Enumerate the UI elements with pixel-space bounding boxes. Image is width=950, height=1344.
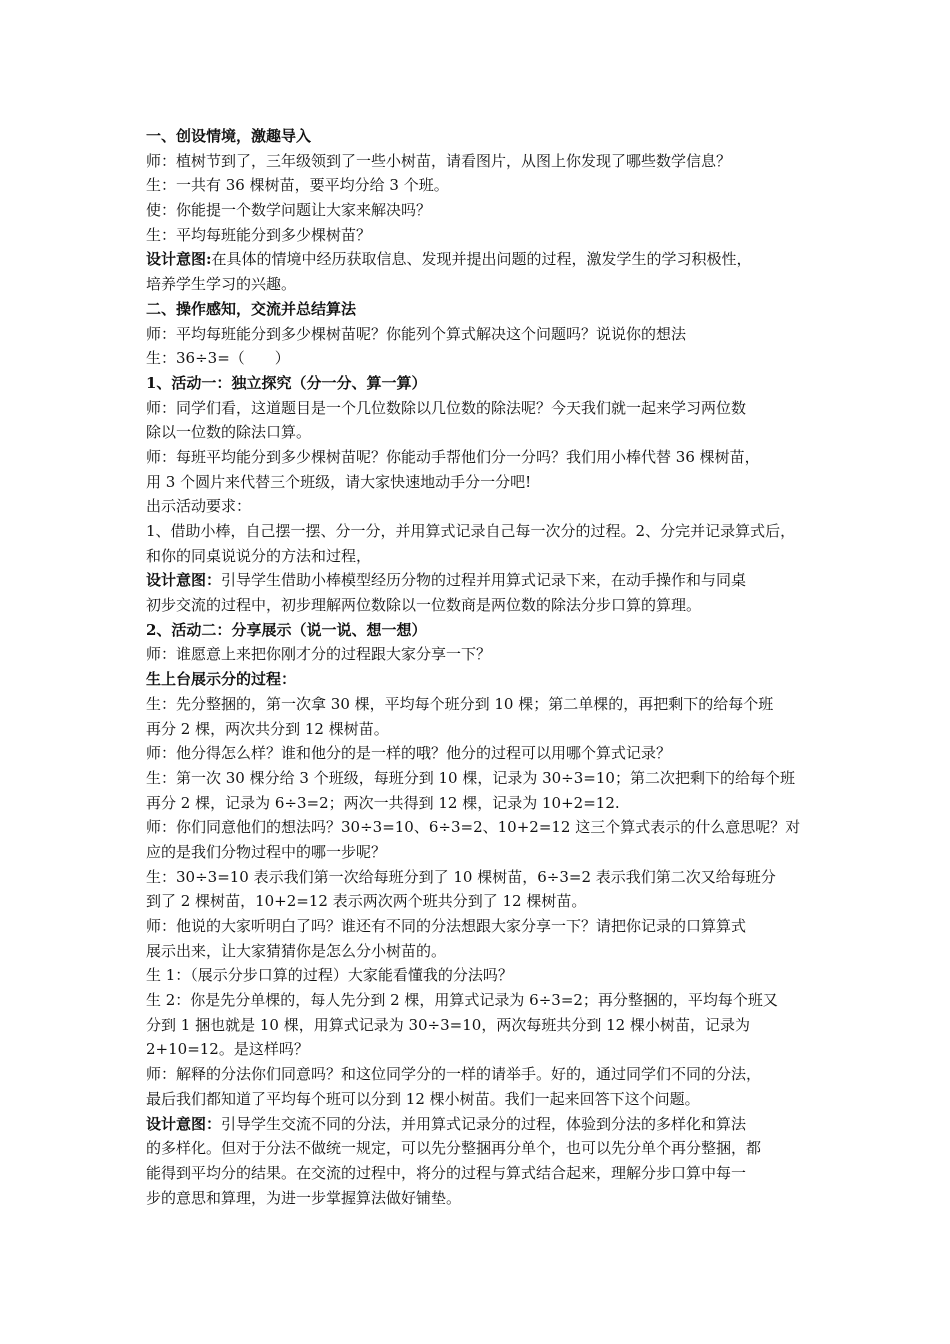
text-line bbox=[146, 1062, 811, 1087]
text-line bbox=[146, 1087, 811, 1112]
body-text: 培养学生学习的兴趣。 bbox=[146, 275, 297, 294]
body-text: 生：平均每班能分到多少棵树苗？ bbox=[146, 225, 372, 244]
text-line bbox=[146, 568, 811, 593]
body-text: 生：一共有 36 棵树苗，要平均分给 3 个班。 bbox=[146, 176, 449, 195]
body-text: 最后我们都知道了平均每个班可以分到 12 棵小树苗。我们一起来回答下这个问题。 bbox=[146, 1089, 700, 1108]
body-text: 师：每班平均能分到多少棵树苗呢？你能动手帮他们分一分吗？我们用小棒代替 36 棵树苗， bbox=[146, 447, 760, 466]
text-line bbox=[146, 1136, 811, 1161]
bold-heading-text: 1、活动一：独立探究（分一分、算一算） bbox=[146, 373, 427, 392]
text-line bbox=[146, 667, 811, 692]
text-line bbox=[146, 815, 811, 840]
body-text: 步的意思和算理，为进一步掌握算法做好铺垫。 bbox=[146, 1188, 462, 1207]
text-line bbox=[146, 198, 811, 223]
text-line bbox=[146, 247, 811, 272]
body-text: 生：30÷3=10 表示我们第一次给每班分到了 10 棵树苗，6÷3=2 表示我们第二次又给每班分 bbox=[146, 867, 776, 886]
body-text: 引导学生借助小棒模型经历分物的过程并用算式记录下来，在动手操作和与同桌 bbox=[221, 571, 747, 590]
text-line bbox=[146, 445, 811, 470]
text-line bbox=[146, 791, 811, 816]
body-text: 分到 1 捆也就是 10 棵，用算式记录为 30÷3=10，两次每班共分到 12 棵小树苗，记录为 bbox=[146, 1015, 750, 1034]
text-line bbox=[146, 1186, 811, 1211]
bold-heading-text: 设计意图： bbox=[146, 571, 222, 590]
body-text: 和你的同桌说说分的方法和过程， bbox=[146, 546, 372, 565]
body-text: 师：解释的分法你们同意吗？和这位同学分的一样的请举手。好的，通过同学们不同的分法， bbox=[146, 1065, 762, 1084]
body-text: 师：同学们看，这道题目是一个几位数除以几位数的除法呢？今天我们就一起来学习两位数 bbox=[146, 398, 747, 417]
text-line bbox=[146, 173, 811, 198]
text-line bbox=[146, 322, 811, 347]
body-text: 生：先分整捆的，第一次拿 30 棵，平均每个班分到 10 棵；第二单棵的，再把剩下的给每个班 bbox=[146, 694, 774, 713]
text-line bbox=[146, 346, 811, 371]
text-line bbox=[146, 939, 811, 964]
body-text: 能得到平均分的结果。在交流的过程中，将分的过程与算式结合起来，理解分步口算中每一 bbox=[146, 1163, 747, 1182]
text-line bbox=[146, 840, 811, 865]
body-text: 生：第一次 30 棵分给 3 个班级，每班分到 10 棵，记录为 30÷3=10；第二次把剩下的给每个班 bbox=[146, 768, 795, 787]
body-text: 应的是我们分物过程中的哪一步呢？ bbox=[146, 842, 387, 861]
text-line bbox=[146, 865, 811, 890]
text-line bbox=[146, 519, 811, 544]
text-line bbox=[146, 717, 811, 742]
bold-heading-text: 一、创设情境，激趣导入 bbox=[146, 127, 312, 145]
body-text: 师：谁愿意上来把你刚才分的过程跟大家分享一下？ bbox=[146, 645, 492, 664]
body-text: 师：平均每班能分到多少棵树苗呢？你能列个算式解决这个问题吗？说说你的想法 bbox=[146, 324, 687, 343]
text-line bbox=[146, 1161, 811, 1186]
text-line bbox=[146, 593, 811, 618]
body-text: 生：36÷3=（ ） bbox=[146, 349, 290, 368]
text-line bbox=[146, 494, 811, 519]
text-line bbox=[146, 371, 811, 396]
body-text: 再分 2 棵，记录为 6÷3=2；两次一共得到 12 棵，记录为 10+2=12. bbox=[146, 793, 620, 812]
body-text: 初步交流的过程中，初步理解两位数除以一位数商是两位数的除法分步口算的算理。 bbox=[146, 596, 702, 615]
text-line bbox=[146, 741, 811, 766]
text-line bbox=[146, 470, 811, 495]
body-text: 生 1：（展示分步口算的过程）大家能看懂我的分法吗？ bbox=[146, 966, 513, 985]
text-line bbox=[146, 544, 811, 569]
text-line bbox=[146, 1112, 811, 1137]
text-line bbox=[146, 1037, 811, 1062]
text-line bbox=[146, 223, 811, 248]
text-line bbox=[146, 914, 811, 939]
body-text: 的多样化。但对于分法不做统一规定，可以先分整捆再分单个，也可以先分单个再分整捆，都 bbox=[146, 1139, 762, 1158]
body-text: 师：他分得怎么样？谁和他分的是一样的哦？他分的过程可以用哪个算式记录？ bbox=[146, 744, 672, 763]
text-line bbox=[146, 272, 811, 297]
bold-heading-text: 设计意图: bbox=[146, 250, 212, 269]
text-line bbox=[146, 988, 811, 1013]
text-line bbox=[146, 297, 811, 322]
text-line bbox=[146, 642, 811, 667]
bold-heading-text: 生上台展示分的过程： bbox=[146, 670, 297, 689]
body-text: 除以一位数的除法口算。 bbox=[146, 423, 312, 442]
text-line bbox=[146, 1013, 811, 1038]
text-line bbox=[146, 692, 811, 717]
body-text: 师：他说的大家听明白了吗？谁还有不同的分法想跟大家分享一下？请把你记录的口算算式 bbox=[146, 917, 747, 935]
text-line bbox=[146, 420, 811, 445]
body-text: 用 3 个圆片来代替三个班级，请大家快速地动手分一分吧! bbox=[146, 472, 532, 491]
body-text: 出示活动要求： bbox=[146, 497, 252, 516]
body-text: 2+10=12。是这样吗？ bbox=[146, 1040, 309, 1059]
body-text: 1、借助小棒，自己摆一摆、分一分，并用算式记录自己每一次分的过程。2、分完并记录算式后， bbox=[146, 522, 796, 540]
text-line bbox=[146, 396, 811, 421]
text-line bbox=[146, 889, 811, 914]
body-text: 展示出来，让大家猜猜你是怎么分小树苗的。 bbox=[146, 941, 447, 960]
body-text: 生 2：你是先分单棵的，每人先分到 2 棵，用算式记录为 6÷3=2；再分整捆的，平均每个班又 bbox=[146, 991, 778, 1010]
body-text: 在具体的情境中经历获取信息、发现并提出问题的过程，激发学生的学习积极性， bbox=[211, 250, 752, 269]
bold-heading-text: 2、活动二：分享展示（说一说、想一想） bbox=[146, 620, 427, 639]
body-text: 师：你们同意他们的想法吗？30÷3=10、6÷3=2、10+2=12 这三个算式表示的什么意思呢？对 bbox=[146, 818, 801, 837]
text-line bbox=[146, 618, 811, 643]
body-text: 到了 2 棵树苗，10+2=12 表示两次两个班共分到了 12 棵树苗。 bbox=[146, 892, 587, 911]
body-text: 引导学生交流不同的分法，并用算式记录分的过程，体验到分法的多样化和算法 bbox=[221, 1114, 747, 1133]
bold-heading-text: 设计意图： bbox=[146, 1114, 222, 1133]
text-line bbox=[146, 766, 811, 791]
bold-heading-text: 二、操作感知，交流并总结算法 bbox=[146, 299, 357, 318]
text-line bbox=[146, 963, 811, 988]
body-text: 再分 2 棵，两次共分到 12 棵树苗。 bbox=[146, 719, 389, 738]
text-line bbox=[146, 149, 811, 174]
text-line bbox=[146, 124, 811, 149]
body-text: 使：你能提一个数学问题让大家来解决吗？ bbox=[146, 201, 432, 220]
body-text: 师：植树节到了，三年级领到了一些小树苗，请看图片，从图上你发现了哪些数学信息？ bbox=[146, 151, 732, 170]
document-page bbox=[146, 124, 811, 1210]
